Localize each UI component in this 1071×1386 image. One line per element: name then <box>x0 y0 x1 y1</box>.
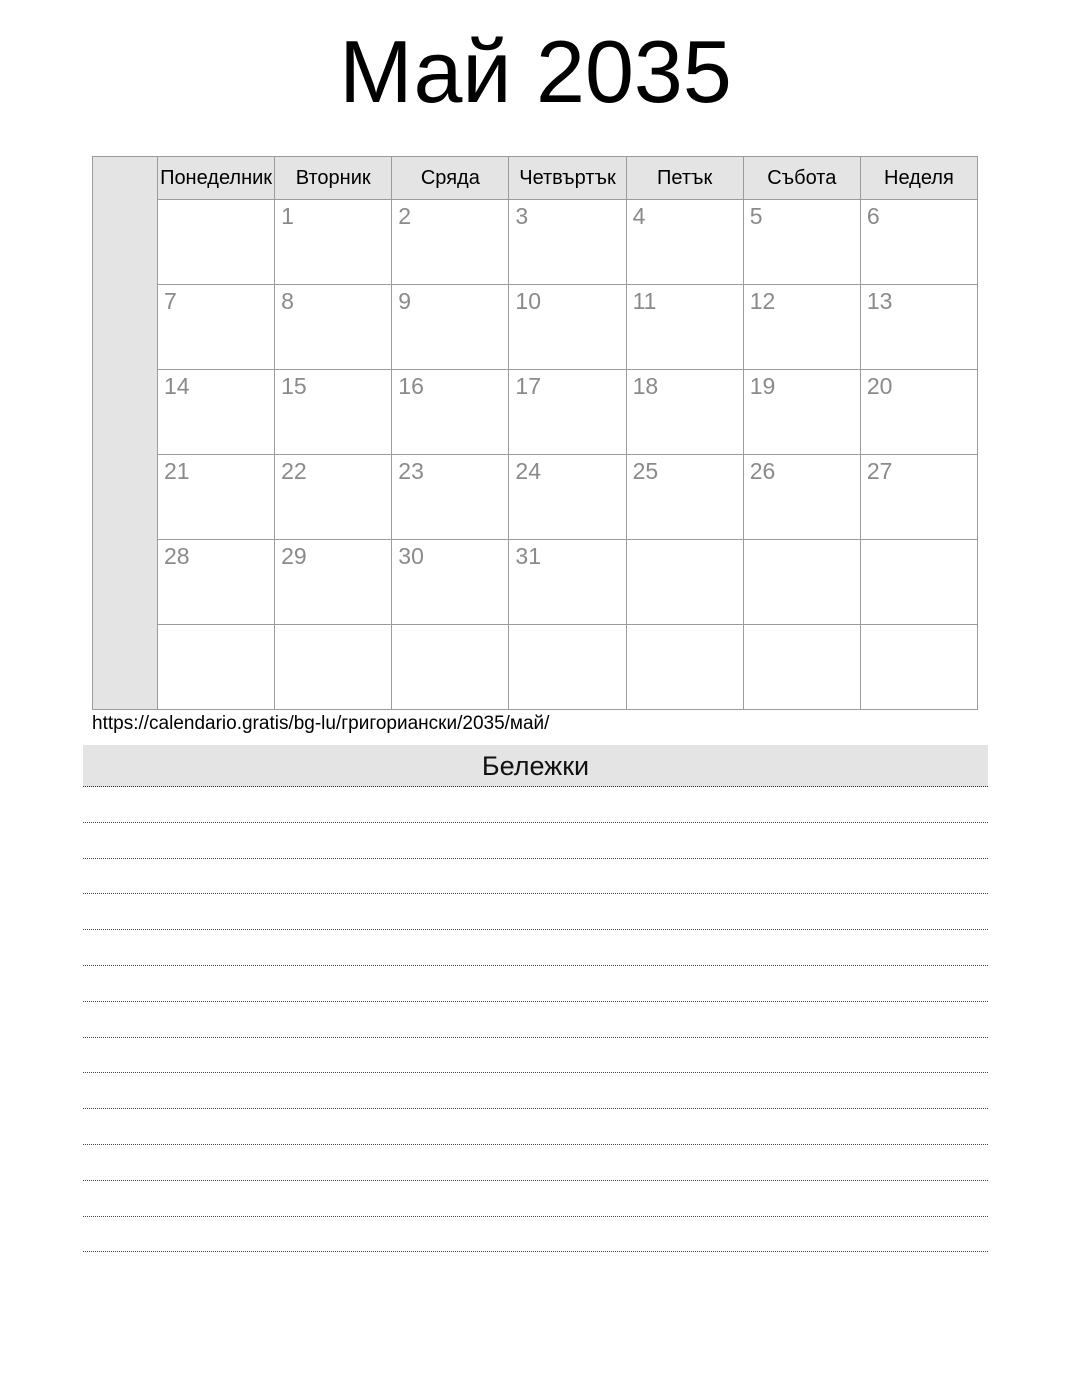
note-line <box>83 823 988 859</box>
weekday-header: Вторник <box>275 157 392 200</box>
day-cell: 11 <box>626 285 743 370</box>
day-cell: 27 <box>860 455 977 540</box>
day-cell: 19 <box>743 370 860 455</box>
source-url: https://calendario.gratis/bg-lu/григориански/2035/май/ <box>92 713 550 734</box>
empty-day-cell <box>392 625 509 710</box>
week-row <box>93 200 978 285</box>
weekday-header-row <box>93 157 978 200</box>
empty-day-cell <box>275 625 392 710</box>
notes-section <box>83 745 988 1252</box>
note-line <box>83 966 988 1002</box>
day-cell: 17 <box>509 370 626 455</box>
day-cell: 21 <box>158 455 275 540</box>
empty-day-cell <box>860 540 977 625</box>
weekday-header: Сряда <box>392 157 509 200</box>
notes-heading: Бележки <box>83 745 988 787</box>
empty-day-cell <box>509 625 626 710</box>
page-title: Май 2035 <box>339 22 732 121</box>
note-line <box>83 1073 988 1109</box>
note-line <box>83 859 988 895</box>
week-row <box>93 540 978 625</box>
day-cell: 1 <box>275 200 392 285</box>
note-line <box>83 894 988 930</box>
week-row <box>93 370 978 455</box>
note-line <box>83 1109 988 1145</box>
empty-day-cell <box>743 625 860 710</box>
day-cell: 8 <box>275 285 392 370</box>
day-cell: 22 <box>275 455 392 540</box>
day-cell: 30 <box>392 540 509 625</box>
day-cell: 26 <box>743 455 860 540</box>
day-cell: 14 <box>158 370 275 455</box>
calendar-body <box>93 157 978 710</box>
day-cell: 13 <box>860 285 977 370</box>
day-cell: 16 <box>392 370 509 455</box>
empty-day-cell <box>743 540 860 625</box>
calendar-table <box>92 156 978 710</box>
day-cell: 24 <box>509 455 626 540</box>
weekday-header: Петък <box>626 157 743 200</box>
weekday-header: Понеделник <box>158 157 275 200</box>
day-cell: 29 <box>275 540 392 625</box>
day-cell: 18 <box>626 370 743 455</box>
note-line <box>83 930 988 966</box>
empty-day-cell <box>626 540 743 625</box>
calendar-side-column <box>93 157 158 710</box>
day-cell: 9 <box>392 285 509 370</box>
day-cell: 31 <box>509 540 626 625</box>
empty-day-cell <box>158 200 275 285</box>
day-cell: 3 <box>509 200 626 285</box>
day-cell: 2 <box>392 200 509 285</box>
note-line <box>83 1038 988 1074</box>
day-cell: 5 <box>743 200 860 285</box>
day-cell: 25 <box>626 455 743 540</box>
day-cell: 12 <box>743 285 860 370</box>
weekday-header: Неделя <box>860 157 977 200</box>
day-cell: 6 <box>860 200 977 285</box>
day-cell: 7 <box>158 285 275 370</box>
day-cell: 10 <box>509 285 626 370</box>
empty-day-cell <box>626 625 743 710</box>
weekday-header: Четвъртък <box>509 157 626 200</box>
notes-lines-area <box>83 787 988 1252</box>
note-line <box>83 1145 988 1181</box>
week-row <box>93 625 978 710</box>
note-line <box>83 1181 988 1217</box>
week-row <box>93 285 978 370</box>
day-cell: 15 <box>275 370 392 455</box>
empty-day-cell <box>158 625 275 710</box>
empty-day-cell <box>860 625 977 710</box>
week-row <box>93 455 978 540</box>
note-line <box>83 1217 988 1253</box>
day-cell: 20 <box>860 370 977 455</box>
day-cell: 4 <box>626 200 743 285</box>
day-cell: 23 <box>392 455 509 540</box>
note-line <box>83 787 988 823</box>
note-line <box>83 1002 988 1038</box>
weekday-header: Събота <box>743 157 860 200</box>
day-cell: 28 <box>158 540 275 625</box>
